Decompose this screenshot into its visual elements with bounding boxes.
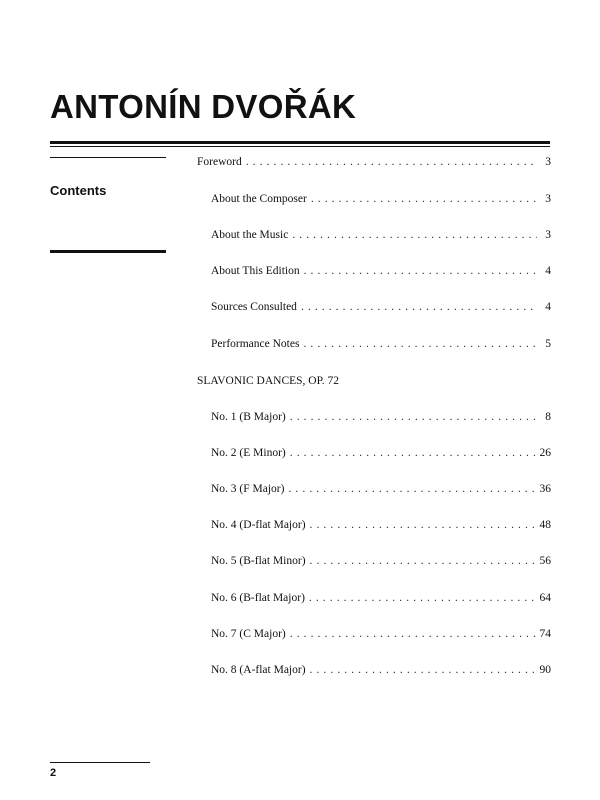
toc-entry-page: 36: [539, 483, 551, 495]
toc-entry-page: 5: [545, 338, 551, 350]
contents-heading: Contents: [50, 183, 107, 198]
toc-entry-label: About This Edition: [211, 265, 300, 277]
toc-entry-label: No. 4 (D-flat Major): [211, 519, 306, 531]
toc-entry-page: 3: [545, 156, 551, 168]
toc-entry-page: 56: [539, 555, 551, 567]
toc-entry-label: No. 8 (A-flat Major): [211, 664, 306, 676]
sidebar-rule-top: [50, 157, 166, 158]
dot-leader: [288, 482, 535, 496]
toc-entry-about-edition[interactable]: [211, 264, 551, 278]
page-number: 2: [50, 767, 57, 779]
dot-leader: [309, 591, 536, 605]
toc-entry-dance-2[interactable]: [211, 446, 551, 460]
toc-entry-page: 8: [545, 411, 551, 423]
toc-entry-dance-8[interactable]: [211, 663, 551, 677]
dot-leader: [310, 554, 536, 568]
toc-entry-page: 74: [539, 628, 551, 640]
toc-section-heading: SLAVONIC DANCES, OP. 72: [197, 375, 339, 387]
toc-entry-label: No. 5 (B-flat Minor): [211, 555, 306, 567]
toc-entry-page: 64: [539, 592, 551, 604]
dot-leader: [246, 155, 537, 169]
dot-leader: [303, 337, 537, 351]
toc-entry-page: 3: [545, 229, 551, 241]
sidebar-rule-bottom: [50, 250, 166, 253]
toc-entry-label: No. 6 (B-flat Major): [211, 592, 305, 604]
toc-entry-page: 4: [545, 265, 551, 277]
dot-leader: [292, 228, 537, 242]
dot-leader: [310, 518, 536, 532]
toc-entry-page: 3: [545, 193, 551, 205]
toc-entry-label: No. 1 (B Major): [211, 411, 286, 423]
toc-entry-sources[interactable]: [211, 300, 551, 314]
dot-leader: [290, 446, 536, 460]
toc-entry-dance-7[interactable]: [211, 627, 551, 641]
title-rule-thick: [50, 141, 550, 144]
toc-entry-label: No. 7 (C Major): [211, 628, 286, 640]
toc-entry-foreword[interactable]: [197, 155, 551, 169]
toc-entry-dance-5[interactable]: [211, 554, 551, 568]
dot-leader: [290, 410, 537, 424]
toc-entry-label: About the Music: [211, 229, 289, 241]
toc-entry-about-composer[interactable]: [211, 192, 551, 206]
toc-entry-page: 48: [539, 519, 551, 531]
dot-leader: [304, 264, 537, 278]
dot-leader: [310, 663, 536, 677]
toc-entry-page: 4: [545, 301, 551, 313]
footer-rule: [50, 762, 150, 763]
toc-entry-label: Performance Notes: [211, 338, 300, 350]
toc-entry-label: No. 2 (E Minor): [211, 447, 286, 459]
page-title: ANTONÍN DVOŘÁK: [50, 88, 357, 125]
dot-leader: [290, 627, 536, 641]
toc-entry-label: Sources Consulted: [211, 301, 297, 313]
toc-entry-dance-6[interactable]: [211, 591, 551, 605]
title-rule-thin: [50, 146, 550, 147]
toc-entry-dance-1[interactable]: [211, 410, 551, 424]
dot-leader: [301, 300, 537, 314]
toc-entry-page: 90: [539, 664, 551, 676]
toc-entry-label: About the Composer: [211, 193, 307, 205]
toc-entry-dance-3[interactable]: [211, 482, 551, 496]
toc-entry-label: Foreword: [197, 156, 242, 168]
toc-entry-about-music[interactable]: [211, 228, 551, 242]
toc-entry-page: 26: [539, 447, 551, 459]
toc-entry-dance-4[interactable]: [211, 518, 551, 532]
toc-entry-performance-notes[interactable]: [211, 337, 551, 351]
toc-entry-label: No. 3 (F Major): [211, 483, 285, 495]
dot-leader: [311, 192, 537, 206]
